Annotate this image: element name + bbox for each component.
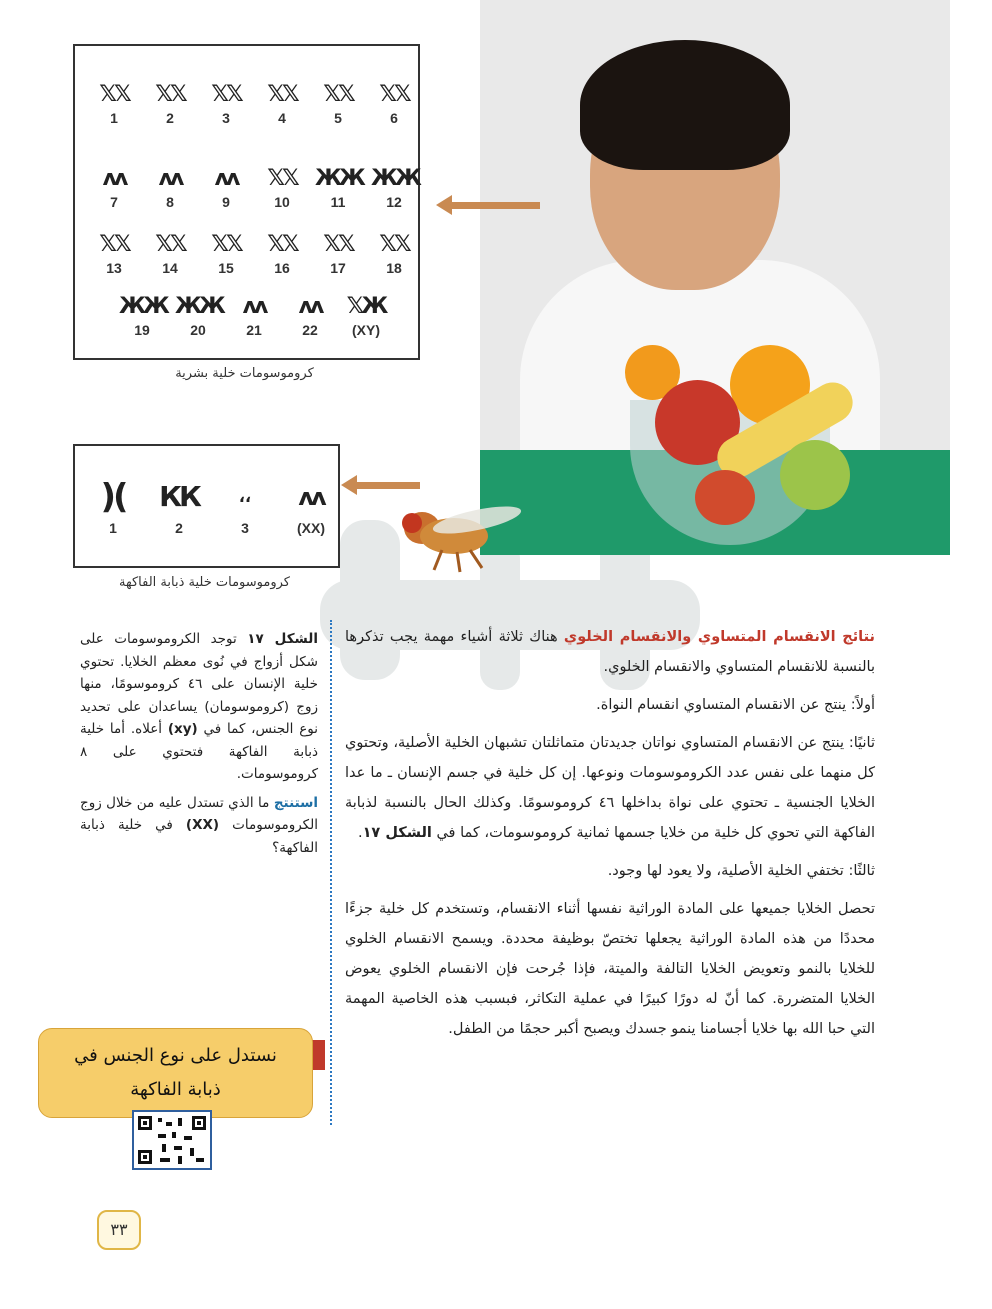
figure-label: الشكل ١٧: [247, 631, 318, 647]
qr-code-icon[interactable]: [132, 1110, 212, 1170]
chromosome-pair: ᴧᴧ 8: [158, 166, 182, 210]
chromosome-pair: 𝕏𝕏 14: [155, 232, 185, 276]
arrow-left-icon: [450, 202, 540, 209]
chromosome-pair: ᴧᴧ 9: [214, 166, 238, 210]
chromosome-pair: 𝕏𝕏 6: [379, 82, 409, 126]
chromosome-pair: 𝕏𝕏 4: [267, 82, 297, 126]
chromosome-pair: 𝕏𝕏 15: [211, 232, 241, 276]
photo-boy-with-fruit: [480, 0, 950, 555]
figure-description: الشكل ١٧ توجد الكروموسومات على شكل أزواج في نُوى معظم الخلايا. تحتوي خلية الإنسان على ٤٦ كروموسومًا، منها زوج (كروموسومان) يساعدان على تحديد نوع الجنس، كما في (xy) أعلاه. أما خلية ذبابة الفاكهة فتحتوي على ٨ كروموسومات.: [80, 631, 318, 782]
answer-note-line-2: ذبابة الفاكهة: [130, 1079, 221, 1100]
chromosome-pair: 𝕏𝕏 10: [267, 166, 297, 210]
chromosome-pair: ᴧᴧ 21: [242, 294, 266, 338]
chromosome-pair: 𝕏𝕏 3: [211, 82, 241, 126]
infer-label: استنتج: [273, 794, 318, 811]
chromosome-pair: 𝕏𝕏 16: [267, 232, 297, 276]
chromosome-pair-xx: ᴧᴧ (XX): [297, 483, 325, 536]
answer-note-line-1: نستدل على نوع الجنس في: [74, 1045, 277, 1066]
chromosome-pair: )( 1: [100, 477, 126, 536]
karyotype-row-1: [91, 80, 417, 126]
fly-karyotype-caption: كروموسومات خلية ذبابة الفاكهة: [119, 575, 290, 590]
figure-sidebar: [80, 628, 318, 865]
chromosome-pair: ЖЖ 12: [371, 166, 419, 210]
chromosome-pair: 𝕏𝕏 2: [155, 82, 185, 126]
paragraph-3: ثانيًا: ينتج عن الانقسام المتساوي نواتان جديدتان متماثلتان تشبهان الخلية الأصلية، وتحتوي كل منهما على نفس عدد الكروموسومات ونوعها. إن كل خلية في جسم الإنسان ـ ما عدا الخلايا الجنسية ـ تحتوي على نواة بداخلها ٤٦ كروموسومًا. وكذلك الحال بالنسبة لذبابة الفاكهة التي تحوي كل خلية من خلايا جسمها ثمانية كروموسومات، كما في الشكل ١٧.: [345, 735, 875, 841]
chromosome-pair-xy: 𝕏Ж (XY): [346, 294, 386, 338]
paragraph-2: أولاً: ينتج عن الانقسام المتساوي انقسام النواة.: [596, 697, 875, 713]
chromosome-pair: ЖЖ 20: [175, 294, 223, 338]
chromosome-pair: КК 2: [159, 480, 199, 536]
human-karyotype-box: [73, 44, 420, 360]
chromosome-pair: ،، 3: [238, 487, 252, 536]
chromosome-pair: 𝕏𝕏 13: [99, 232, 129, 276]
side-tab-marker: [311, 1040, 325, 1070]
section-heading: نتائج الانقسام المتساوي والانقسام الخلوي: [563, 629, 875, 645]
karyotype-row-2: [91, 164, 417, 210]
paragraph-5: تحصل الخلايا جميعها على المادة الوراثية نفسها أثناء الانقسام، وتستخدم كل خلية جزءًا محددًا من هذه المادة الوراثية يجعلها تختصّ بوظيفة محددة. ويسمح الانقسام الخلوي للخلايا بالنمو وتعويض الخلايا التالفة والميتة، فإذا جُرحت فإن الانقسام الخلوي يعوض الخلايا المتضررة. كما أنّ له دورًا كبيرًا في عملية التكاثر، فبسبب هذه الخاصية المهمة التي حبا الله بها خلايا أجسامنا ينمو جسدك ويصبح أكبر حجمًا من الطفل.: [345, 901, 875, 1037]
karyotype-row-4: [119, 292, 389, 338]
paragraph-4: ثالثًا: تختفي الخلية الأصلية، ولا يعود لها وجود.: [607, 863, 875, 879]
chromosome-pair: ᴧᴧ 22: [298, 294, 322, 338]
chromosome-pair: ЖЖ 11: [315, 166, 363, 210]
main-text-column: [345, 622, 875, 1052]
figure-reference: الشكل ١٧: [362, 825, 432, 841]
fly-karyotype-box: [73, 444, 340, 568]
chromosome-pair: 𝕏𝕏 5: [323, 82, 353, 126]
chromosome-pair: 𝕏𝕏 18: [379, 232, 409, 276]
infer-question: استنتج ما الذي تستدل عليه من خلال زوج الكروموسومات (XX) في خلية ذبابة الفاكهة؟: [80, 794, 318, 856]
paragraph-1: نتائج الانقسام المتساوي والانقسام الخلوي هناك ثلاثة أشياء مهمة يجب تذكرها بالنسبة للانقسام المتساوي والانقسام الخلوي.: [345, 629, 875, 675]
chromosome-pair: ᴧᴧ 7: [102, 166, 126, 210]
answer-note: [38, 1028, 313, 1118]
chromosome-pair: 𝕏𝕏 1: [99, 82, 129, 126]
page-number: ٣٣: [97, 1210, 141, 1250]
fly-karyotype-row: [85, 474, 339, 536]
fruit-fly-image: [382, 478, 522, 578]
column-divider: [330, 620, 332, 1125]
chromosome-pair: ЖЖ 19: [119, 294, 167, 338]
chromosome-pair: 𝕏𝕏 17: [323, 232, 353, 276]
human-karyotype-caption: كروموسومات خلية بشرية: [175, 366, 314, 381]
karyotype-row-3: [91, 230, 417, 276]
